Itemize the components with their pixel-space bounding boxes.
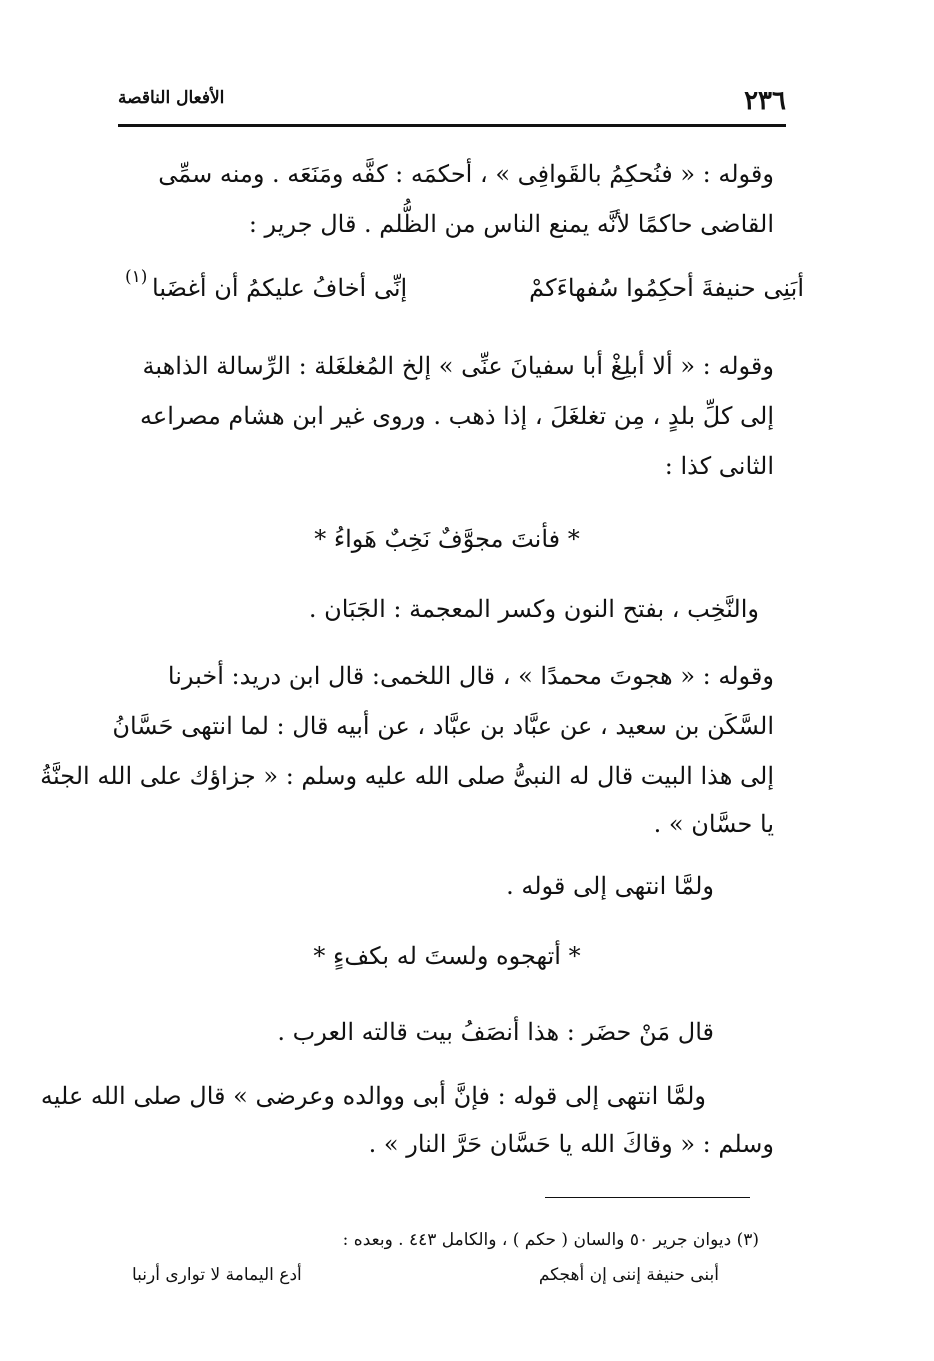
paragraph-line: إلى هذا البيت قال له النبىُّ صلى الله عليه وسلم : « جزاؤك على الله الجنَّةُ: [40, 762, 774, 790]
chapter-title: الأفعال الناقصة: [118, 88, 225, 108]
page-number: ٢٣٦: [744, 86, 786, 116]
paragraph-line: وقوله : « ألا أبلِغْ أبا سفيانَ عنِّى » إلخ المُغلغَلة : الرِّسالة الذاهبة: [142, 352, 774, 380]
paragraph-line: يا حسَّان » .: [653, 810, 774, 838]
paragraph-line: ولمَّا انتهى إلى قوله .: [506, 872, 714, 900]
paragraph-line: ولمَّا انتهى إلى قوله : فإنَّ أبى ووالده وعرضى » قال صلى الله عليه: [40, 1082, 706, 1110]
verse-hemistich: أبَنِى حنيفةَ أحكِمُوا سُفهاءَكمْ: [529, 274, 804, 302]
footnote-verse-hemistich: أدع اليمامة لا توارى أرنبا: [132, 1265, 302, 1285]
footnote-text: (٣) ديوان جرير ٥٠ والسان ( حكم ) ، والكامل ٤٤٣ . وبعده :: [342, 1230, 759, 1250]
running-header: [118, 84, 786, 127]
footnote-separator: [545, 1197, 750, 1198]
paragraph-line: والنَّخِب ، بفتح النون وكسر المعجمة : الجَبَان .: [308, 595, 759, 623]
paragraph-line: وقوله : « هجوتَ محمدًا » ، قال اللخمى: قال ابن دريد: أخبرنا: [167, 662, 774, 690]
verse-line: * أتهجوه ولستَ له بكفءٍ *: [313, 942, 581, 970]
paragraph-line: إلى كلِّ بلدٍ ، مِن تغلغَلَ ، إذا ذهب . وروى غير ابن هشام مصراعه: [140, 402, 774, 430]
paragraph-line: وسلم : « وقاكَ الله يا حَسَّان حَرَّ النار » .: [368, 1130, 774, 1158]
paragraph-line: القاضى حاكمًا لأنَّه يمنع الناس من الظُّلم . قال جرير :: [248, 210, 774, 238]
paragraph-line: وقوله : « فنُحكِمُ بالقَوافِى » ، أحكمَه : كفَّه ومَنَعَه . ومنه سمِّى: [158, 160, 774, 188]
footnote-verse-hemistich: أبنى حنيفة إننى إن أهجكم: [538, 1265, 719, 1285]
verse-hemistich: إنِّى أخافُ عليكمُ أن أغضَبا: [152, 274, 408, 302]
verse-line: * فأنتَ مجوَّفٌ نَخِبٌ هَواءُ *: [314, 525, 580, 553]
footnote-marker: (١): [125, 267, 148, 287]
paragraph-line: قال مَنْ حضَر : هذا أنصَفُ بيت قالته العرب .: [277, 1018, 714, 1046]
paragraph-line: الثانى كذا :: [664, 452, 774, 480]
paragraph-line: السَّكَن بن سعيد ، عن عبَّاد بن عبَّاد ، عن أبيه قال : لما انتهى حَسَّانُ: [112, 712, 774, 740]
